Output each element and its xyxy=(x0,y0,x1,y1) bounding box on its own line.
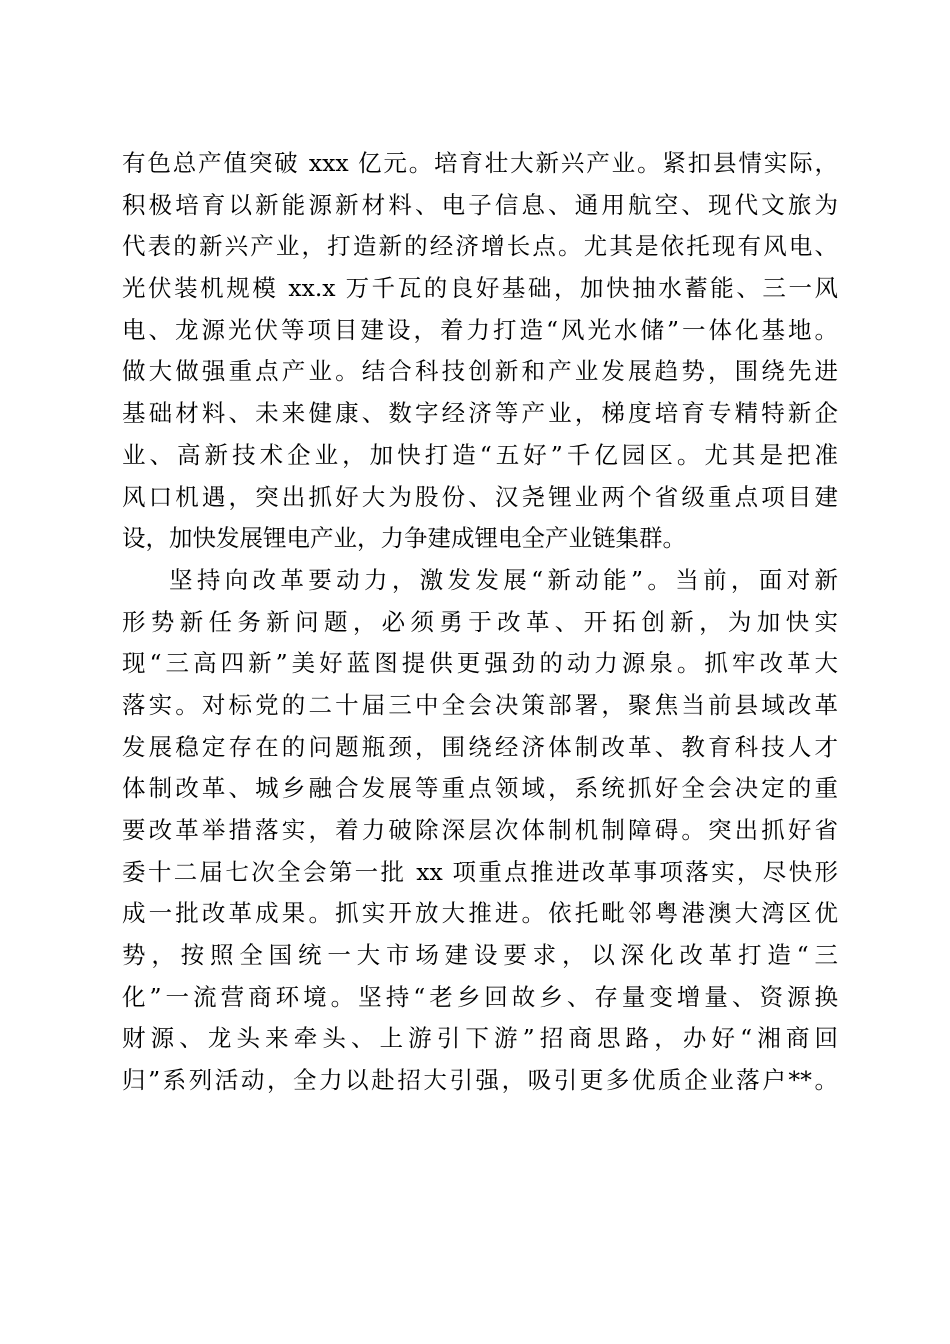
document-body xyxy=(122,143,838,1102)
paragraph-line: 代表的新兴产业，打造新的经济增长点。尤其是依托现有风电、 xyxy=(122,232,838,261)
paragraph-line: 现“三高四新”美好蓝图提供更强劲的动力源泉。抓牢改革大 xyxy=(122,649,838,678)
paragraph-line: 财源、龙头来牵头、上游引下游”招商思路，办好“湘商回 xyxy=(122,1024,838,1053)
paragraph-1 xyxy=(122,143,838,560)
paragraph-line: 归”系列活动，全力以赴招大引强，吸引更多优质企业落户**。 xyxy=(122,1066,838,1095)
paragraph-line: 成一批改革成果。抓实开放大推进。依托毗邻粤港澳大湾区优 xyxy=(122,899,838,928)
paragraph-line: 业、高新技术企业，加快打造“五好”千亿园区。尤其是把准 xyxy=(122,440,838,469)
paragraph-line: 光伏装机规模 xx.x 万千瓦的良好基础，加快抽水蓄能、三一风 xyxy=(122,274,838,303)
paragraph-line: 积极培育以新能源新材料、电子信息、通用航空、现代文旅为 xyxy=(122,190,838,219)
paragraph-2 xyxy=(122,560,838,1102)
paragraph-line: 有色总产值突破 xxx 亿元。培育壮大新兴产业。紧扣县情实际， xyxy=(122,149,838,177)
paragraph-line: 体制改革、城乡融合发展等重点领域，系统抓好全会决定的重 xyxy=(122,774,838,803)
paragraph-line: 落实。对标党的二十届三中全会决策部署，聚焦当前县域改革 xyxy=(122,690,838,719)
paragraph-line: 设，加快发展锂电产业，力争建成锂电全产业链集群。 xyxy=(122,524,686,553)
paragraph-line: 风口机遇，突出抓好大为股份、汉尧锂业两个省级重点项目建 xyxy=(122,482,838,511)
paragraph-line: 化”一流营商环境。坚持“老乡回故乡、存量变增量、资源换 xyxy=(122,982,838,1011)
paragraph-line: 做大做强重点产业。结合科技创新和产业发展趋势，围绕先进 xyxy=(122,357,838,386)
paragraph-line: 发展稳定存在的问题瓶颈，围绕经济体制改革、教育科技人才 xyxy=(122,732,838,761)
paragraph-line: 基础材料、未来健康、数字经济等产业，梯度培育专精特新企 xyxy=(122,399,838,428)
paragraph-line: 委十二届七次全会第一批 xx 项重点推进改革事项落实，尽快形 xyxy=(122,857,838,886)
paragraph-line: 势，按照全国统一大市场建设要求，以深化改革打造“三 xyxy=(122,941,838,970)
paragraph-line: 电、龙源光伏等项目建设，着力打造“风光水储”一体化基地。 xyxy=(122,315,838,344)
paragraph-line: 要改革举措落实，着力破除深层次体制机制障碍。突出抓好省 xyxy=(122,816,838,844)
paragraph-line: 形势新任务新问题，必须勇于改革、开拓创新，为加快实 xyxy=(122,607,838,636)
paragraph-line: 坚持向改革要动力，激发发展“新动能”。当前，面对新 xyxy=(169,565,838,594)
